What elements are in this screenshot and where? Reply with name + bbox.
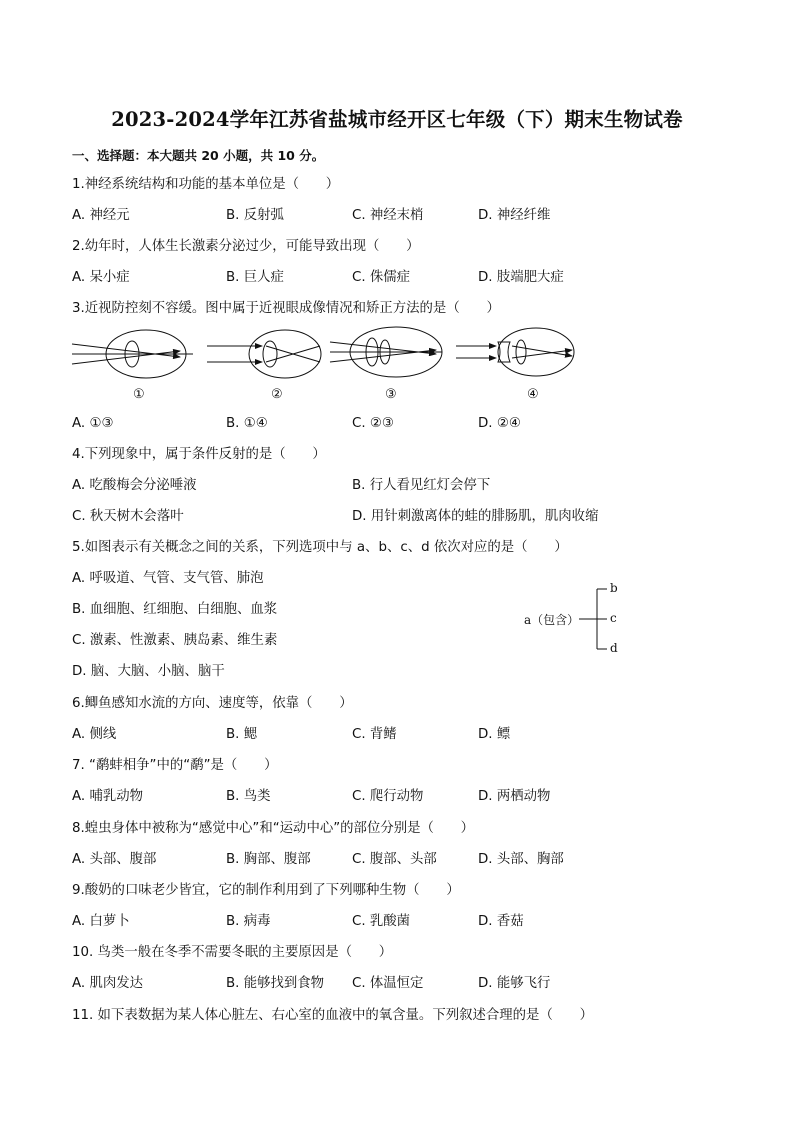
question-stem: 5.如图表示有关概念之间的关系，下列选项中与 a、b、c、d 依次对应的是（ ） <box>72 540 568 555</box>
option-d[interactable]: D. 头部、胸部 <box>478 852 564 867</box>
option-b[interactable]: B. 胸部、腹部 <box>226 852 311 867</box>
option-c[interactable]: C. 神经末梢 <box>352 208 424 223</box>
option-c[interactable]: C. 背鳍 <box>352 727 397 742</box>
section-heading: 一、选择题：本大题共 20 小题，共 10 分。 <box>72 148 325 163</box>
option-b[interactable]: B. 病毒 <box>226 914 271 929</box>
option-a[interactable]: A. 呆小症 <box>72 270 130 285</box>
option-a[interactable]: A. 白萝卜 <box>72 914 130 929</box>
question-stem: 10. 鸟类一般在冬季不需要冬眠的主要原因是（ ） <box>72 945 393 960</box>
option-c[interactable]: C. 腹部、头部 <box>352 852 437 867</box>
concept-root-a: a（包含） <box>524 613 580 627</box>
option-b[interactable]: B. 行人看见红灯会停下 <box>352 478 491 493</box>
question-stem: 2.幼年时，人体生长激素分泌过少，可能导致出现（ ） <box>72 239 420 254</box>
option-b[interactable]: B. 能够找到食物 <box>226 976 325 991</box>
option-b[interactable]: B. 巨人症 <box>226 270 284 285</box>
figure-label-4: ④ <box>527 387 539 402</box>
option-d[interactable]: D. 神经纤维 <box>478 208 551 223</box>
question-stem: 7. “鹬蚌相争”中的“鹬”是（ ） <box>72 758 278 773</box>
option-d[interactable]: D. 肢端肥大症 <box>478 270 564 285</box>
option-a[interactable]: A. ①③ <box>72 416 114 431</box>
question-stem: 11. 如下表数据为某人体心脏左、右心室的血液中的氧含量。下列叙述合理的是（ ） <box>72 1008 594 1023</box>
option-c[interactable]: C. 侏儒症 <box>352 270 411 285</box>
option-a[interactable]: A. 呼吸道、气管、支气管、肺泡 <box>72 571 264 586</box>
question-stem: 1.神经系统结构和功能的基本单位是（ ） <box>72 177 340 192</box>
option-c[interactable]: C. 秋天树木会落叶 <box>72 509 184 524</box>
option-a[interactable]: A. 侧线 <box>72 727 117 742</box>
page-title: 2023-2024学年江苏省盐城市经开区七年级（下）期末生物试卷 <box>111 108 683 131</box>
option-d[interactable]: D. ②④ <box>478 416 521 431</box>
option-c[interactable]: C. 爬行动物 <box>352 789 424 804</box>
figure-label-2: ② <box>271 387 283 402</box>
option-b[interactable]: B. 血细胞、红细胞、白细胞、血浆 <box>72 602 278 617</box>
question-stem: 4.下列现象中，属于条件反射的是（ ） <box>72 447 326 462</box>
figure-label-3: ③ <box>385 387 397 402</box>
option-c[interactable]: C. ②③ <box>352 416 394 431</box>
option-b[interactable]: B. ①④ <box>226 416 268 431</box>
option-d[interactable]: D. 用针刺激离体的蛙的腓肠肌，肌肉收缩 <box>352 509 599 524</box>
option-a[interactable]: A. 肌肉发达 <box>72 976 143 991</box>
option-b[interactable]: B. 鳃 <box>226 727 258 742</box>
option-d[interactable]: D. 香菇 <box>478 914 524 929</box>
concept-child-d: d <box>610 641 618 655</box>
option-c[interactable]: C. 乳酸菌 <box>352 914 411 929</box>
option-c[interactable]: C. 激素、性激素、胰岛素、维生素 <box>72 633 278 648</box>
option-a[interactable]: A. 神经元 <box>72 208 130 223</box>
question-stem: 6.鲫鱼感知水流的方向、速度等，依靠（ ） <box>72 696 353 711</box>
option-d[interactable]: D. 两栖动物 <box>478 789 551 804</box>
concept-child-b: b <box>610 581 618 595</box>
question-stem: 9.酸奶的口味老少皆宜，它的制作利用到了下列哪种生物（ ） <box>72 883 460 898</box>
question-stem: 3.近视防控刻不容缓。图中属于近视眼成像情况和矫正方法的是（ ） <box>72 301 500 316</box>
option-b[interactable]: B. 反射弧 <box>226 208 284 223</box>
option-a[interactable]: A. 吃酸梅会分泌唾液 <box>72 478 197 493</box>
option-b[interactable]: B. 鸟类 <box>226 789 271 804</box>
option-d[interactable]: D. 脑、大脑、小脑、脑干 <box>72 664 225 679</box>
option-a[interactable]: A. 哺乳动物 <box>72 789 143 804</box>
option-d[interactable]: D. 鳔 <box>478 727 511 742</box>
figure-label-1: ① <box>133 387 145 402</box>
option-a[interactable]: A. 头部、腹部 <box>72 852 157 867</box>
option-d[interactable]: D. 能够飞行 <box>478 976 551 991</box>
option-c[interactable]: C. 体温恒定 <box>352 976 424 991</box>
question-stem: 8.蝗虫身体中被称为“感觉中心”和“运动中心”的部位分别是（ ） <box>72 821 475 836</box>
concept-child-c: c <box>610 611 617 625</box>
